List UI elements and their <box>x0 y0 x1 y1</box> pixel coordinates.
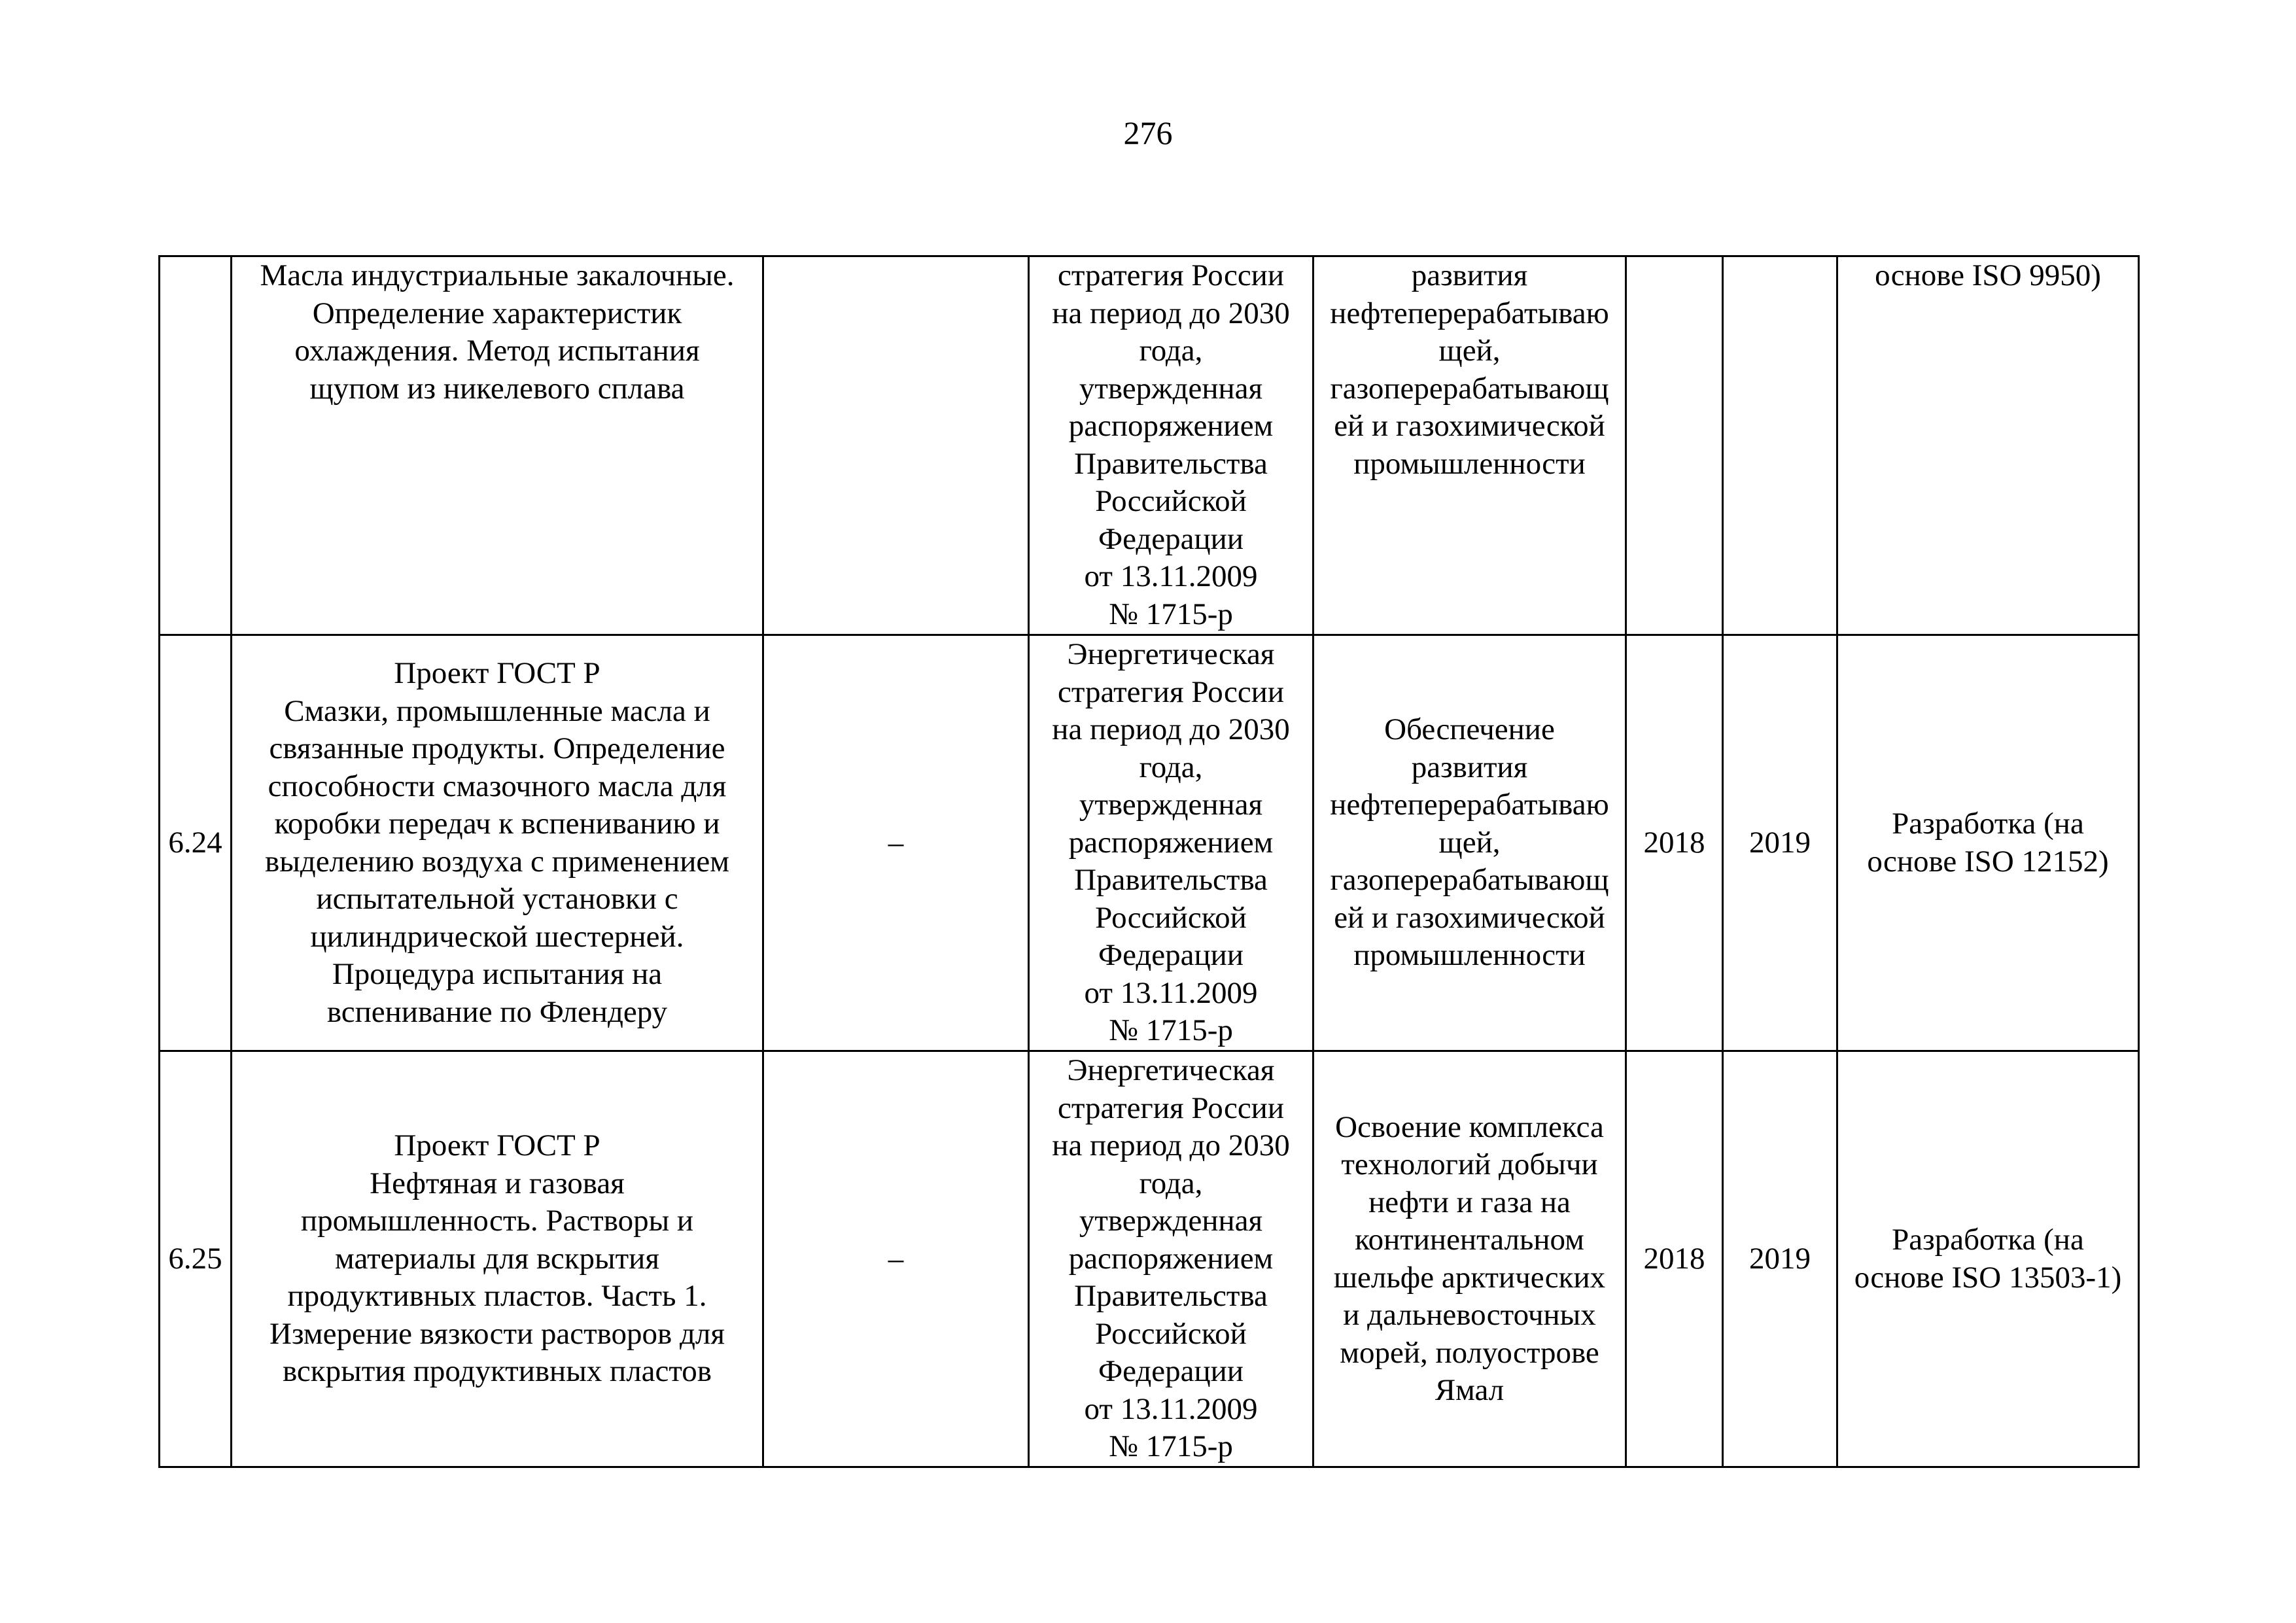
basis-line: Федерации <box>1098 938 1244 973</box>
basis-line: от 13.11.2009 <box>1084 975 1258 1010</box>
goal-line: континентальном <box>1355 1223 1584 1257</box>
table-row <box>160 1051 2139 1467</box>
basis-line: на период до 2030 <box>1052 296 1290 330</box>
title-line: способности смазочного масла для <box>268 769 727 803</box>
basis-line: года, <box>1139 750 1203 784</box>
goal-line: промышленности <box>1353 446 1586 481</box>
basis-line: Российской <box>1095 1316 1247 1351</box>
goal-line: нефти и газа на <box>1368 1185 1571 1219</box>
basis-line: Федерации <box>1098 1354 1244 1389</box>
title-line: Нефтяная и газовая <box>370 1166 625 1200</box>
goal-line: нефтеперерабатываю <box>1330 788 1609 822</box>
note-line: основе ISO 13503-1) <box>1854 1260 2122 1295</box>
goal-line: Обеспечение <box>1384 712 1555 747</box>
basis-line: стратегия России <box>1058 258 1284 292</box>
goal-line: щей, <box>1438 825 1501 860</box>
goal-cell <box>1313 1051 1626 1467</box>
basis-cell <box>1029 1051 1313 1467</box>
basis-line: от 13.11.2009 <box>1084 559 1258 593</box>
goal-line: ей и газохимической <box>1334 409 1605 443</box>
table-row <box>160 256 2139 635</box>
basis-line: на период до 2030 <box>1052 712 1290 747</box>
title-line: Измерение вязкости растворов для <box>270 1316 725 1351</box>
title-line: Проект ГОСТ Р <box>394 656 600 690</box>
goal-line: развития <box>1411 258 1528 292</box>
goal-line: газоперерабатывающ <box>1330 863 1609 898</box>
goal-cell <box>1313 256 1626 635</box>
title-line: Масла индустриальные закалочные. <box>260 258 735 292</box>
table-row <box>160 635 2139 1051</box>
basis-line: распоряжением <box>1068 1241 1274 1276</box>
title-line: Смазки, промышленные масла и <box>284 693 710 728</box>
previous-standard-cell: – <box>763 635 1029 1051</box>
note-cell <box>1837 256 2139 635</box>
basis-line: № 1715-р <box>1109 597 1233 631</box>
row-number-cell: 6.25 <box>160 1051 232 1467</box>
title-line: щупом из никелевого сплава <box>309 371 685 406</box>
basis-line: стратегия России <box>1058 674 1284 709</box>
start-year-cell: 2018 <box>1626 635 1723 1051</box>
goal-line: и дальневосточных <box>1343 1298 1596 1332</box>
goal-line: Освоение комплекса <box>1335 1109 1604 1144</box>
start-year-cell: 2018 <box>1626 1051 1723 1467</box>
basis-line: Правительства <box>1074 863 1268 898</box>
basis-cell <box>1029 256 1313 635</box>
title-line: выделению воздуха с применением <box>265 844 729 879</box>
title-line: промышленность. Растворы и <box>300 1204 694 1238</box>
basis-line: Российской <box>1095 484 1247 518</box>
note-cell <box>1837 635 2139 1051</box>
end-year-cell: 2019 <box>1723 635 1837 1051</box>
note-line: основе ISO 9950) <box>1875 258 2101 292</box>
note-line: Разработка (на <box>1892 1223 2084 1257</box>
basis-line: № 1715-р <box>1109 1013 1233 1048</box>
title-line: связанные продукты. Определение <box>269 731 725 765</box>
basis-line: утвержденная <box>1079 1204 1263 1238</box>
basis-line: Российской <box>1095 900 1247 935</box>
row-number-cell <box>160 256 232 635</box>
basis-line: Федерации <box>1098 521 1244 556</box>
goal-line: развития <box>1411 750 1528 784</box>
goal-line: технологий добычи <box>1341 1147 1598 1181</box>
title-line: коробки передач к вспениванию и <box>274 807 720 841</box>
basis-line: Правительства <box>1074 446 1268 481</box>
note-cell <box>1837 1051 2139 1467</box>
previous-standard-cell <box>763 256 1029 635</box>
basis-line: Энергетическая <box>1067 1053 1275 1088</box>
basis-line: года, <box>1139 334 1203 368</box>
title-line: охлаждения. Метод испытания <box>294 334 700 368</box>
title-line: материалы для вскрытия <box>335 1241 659 1276</box>
title-line: продуктивных пластов. Часть 1. <box>287 1279 707 1314</box>
title-line: Проект ГОСТ Р <box>394 1128 600 1163</box>
note-line: Разработка (на <box>1892 807 2084 841</box>
previous-standard-cell: – <box>763 1051 1029 1467</box>
basis-line: Энергетическая <box>1067 637 1275 672</box>
end-year-cell <box>1723 256 1837 635</box>
basis-cell <box>1029 635 1313 1051</box>
title-cell <box>232 256 763 635</box>
goal-line: газоперерабатывающ <box>1330 371 1609 406</box>
title-cell <box>232 1051 763 1467</box>
title-line: вскрытия продуктивных пластов <box>283 1354 712 1389</box>
goal-line: нефтеперерабатываю <box>1330 296 1609 330</box>
title-line: испытательной установки с <box>316 882 678 916</box>
title-cell <box>232 635 763 1051</box>
end-year-cell: 2019 <box>1723 1051 1837 1467</box>
goal-line: щей, <box>1438 334 1501 368</box>
basis-line: утвержденная <box>1079 788 1263 822</box>
row-number-cell: 6.24 <box>160 635 232 1051</box>
basis-line: Правительства <box>1074 1279 1268 1314</box>
basis-line: распоряжением <box>1068 409 1274 443</box>
page-number: 276 <box>1123 114 1173 151</box>
standards-table <box>158 255 2140 1468</box>
basis-line: утвержденная <box>1079 371 1263 406</box>
title-line: Процедура испытания на <box>332 957 663 991</box>
basis-line: стратегия России <box>1058 1091 1284 1125</box>
title-line: вспенивание по Флендеру <box>326 994 668 1029</box>
basis-line: № 1715-р <box>1109 1429 1233 1464</box>
start-year-cell <box>1626 256 1723 635</box>
goal-cell <box>1313 635 1626 1051</box>
goal-line: промышленности <box>1353 938 1586 973</box>
basis-line: года, <box>1139 1166 1203 1200</box>
goal-line: шельфе арктических <box>1333 1260 1606 1295</box>
basis-line: на период до 2030 <box>1052 1128 1290 1163</box>
title-line: Определение характеристик <box>312 296 682 330</box>
note-line: основе ISO 12152) <box>1867 844 2109 879</box>
basis-line: от 13.11.2009 <box>1084 1391 1258 1426</box>
goal-line: Ямал <box>1435 1373 1505 1407</box>
title-line: цилиндрической шестерней. <box>310 919 684 954</box>
goal-line: морей, полуострове <box>1340 1335 1599 1370</box>
basis-line: распоряжением <box>1068 825 1274 860</box>
goal-line: ей и газохимической <box>1334 900 1605 935</box>
